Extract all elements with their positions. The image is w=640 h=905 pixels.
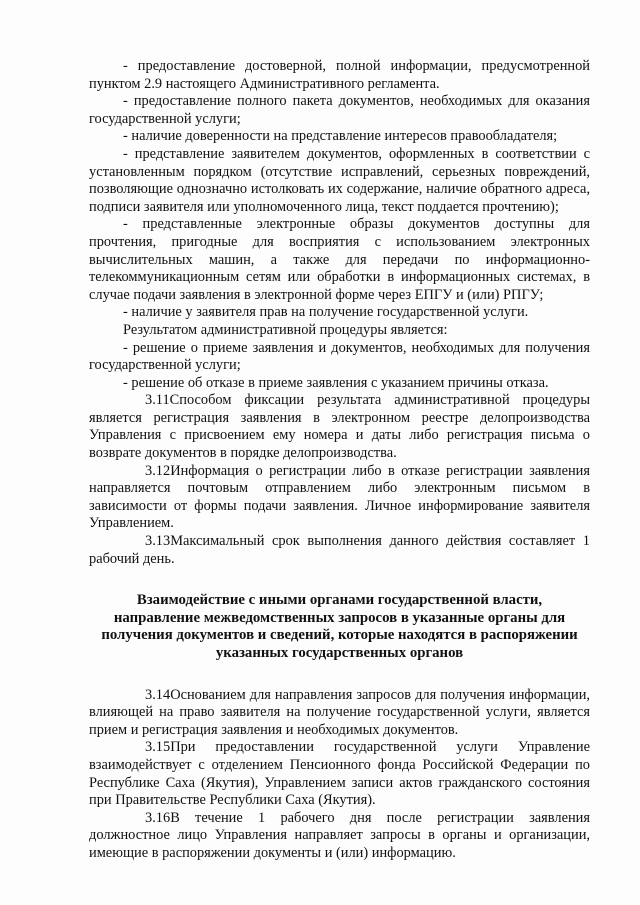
- result-intro: Результатом административной процедуры является:: [123, 321, 448, 338]
- section-heading: Взаимодействие с иными органами государственной власти, направление межведомственных запросов в указанные органы для получения документов и сведений, которые находятся в распоряжении указанных государственных органов: [101, 592, 578, 661]
- spacer: [89, 568, 590, 592]
- clause-3-11: [89, 392, 590, 462]
- clause-text: Информация о регистрации либо в отказе регистрации заявления направляется почтовым отправлением либо электронным письмом в зависимости от формы подачи заявления. Личное информирование заявителя Управлением.: [89, 462, 590, 532]
- list-item: - решение об отказе в приеме заявления с указанием причины отказа.: [123, 374, 549, 391]
- clause-number: 3.16: [145, 809, 171, 826]
- clause-text: Способом фиксации результата административной процедуры является регистрация заявления в электронном реестре делопроизводства Управления с присвоением ему номера и даты либо регистрация письма о возврате документов в порядке делопроизводства.: [89, 392, 590, 462]
- clause-number: 3.15: [145, 739, 171, 756]
- clause-text: Максимальный срок выполнения данного действия составляет 1 рабочий день.: [89, 533, 590, 567]
- clause-number: 3.12: [145, 462, 171, 479]
- clause-text: В течение 1 рабочего дня после регистрации заявления должностное лицо Управления направляет запросы в органы и организации, имеющие в распоряжении документы и (или) информацию.: [89, 809, 590, 861]
- clause-3-13: [89, 533, 590, 568]
- clause-3-14: [89, 687, 590, 740]
- list-item: - представленные электронные образы документов доступны для прочтения, пригодные для восприятия с использованием электронных вычислительных машин, а также для передачи по информационно-телекоммуникационным сетям или обработки в информационных системах, в случае подачи заявления в электронной форме через ЕПГУ и (или) РПГУ;: [89, 216, 590, 303]
- clause-3-12: [89, 463, 590, 533]
- list-item: - представление заявителем документов, оформленных в соответствии с установленным порядком (отсутствие исправлений, серьезных повреждений, позволяющие однозначно истолковать их содержание, наличие обратного адреса, подписи заявителя или уполномоченного лица, текст поддается прочтению);: [89, 145, 590, 215]
- list-item: - предоставление полного пакета документов, необходимых для оказания государственной услуги;: [89, 93, 590, 127]
- clause-number: 3.14: [145, 686, 171, 703]
- list-item: - предоставление достоверной, полной информации, предусмотренной пунктом 2.9 настоящего Административного регламента.: [89, 58, 590, 92]
- clause-text: Основанием для направления запросов для получения информации, влияющей на право заявителя на получение государственной услуги, является прием и регистрация заявления и необходимых документов.: [89, 686, 590, 738]
- clause-number: 3.13: [145, 533, 171, 550]
- spacer: [89, 663, 590, 687]
- list-item: - наличие доверенности на представление интересов правообладателя;: [123, 128, 558, 145]
- clause-3-15: [89, 739, 590, 809]
- list-item: - наличие у заявителя прав на получение государственной услуги.: [123, 304, 529, 321]
- list-item: - решение о приеме заявления и документов, необходимых для получения государственной услуги;: [89, 339, 590, 374]
- clause-number: 3.11: [145, 392, 170, 409]
- clause-3-16: [89, 810, 590, 863]
- clause-text: При предоставлении государственной услуги Управление взаимодействует с отделением Пенсионного фонда Российской Федерации по Республике Саха (Якутия), Управлением записи актов гражданского состояния при Правительстве Республики Саха (Якутия).: [89, 739, 590, 809]
